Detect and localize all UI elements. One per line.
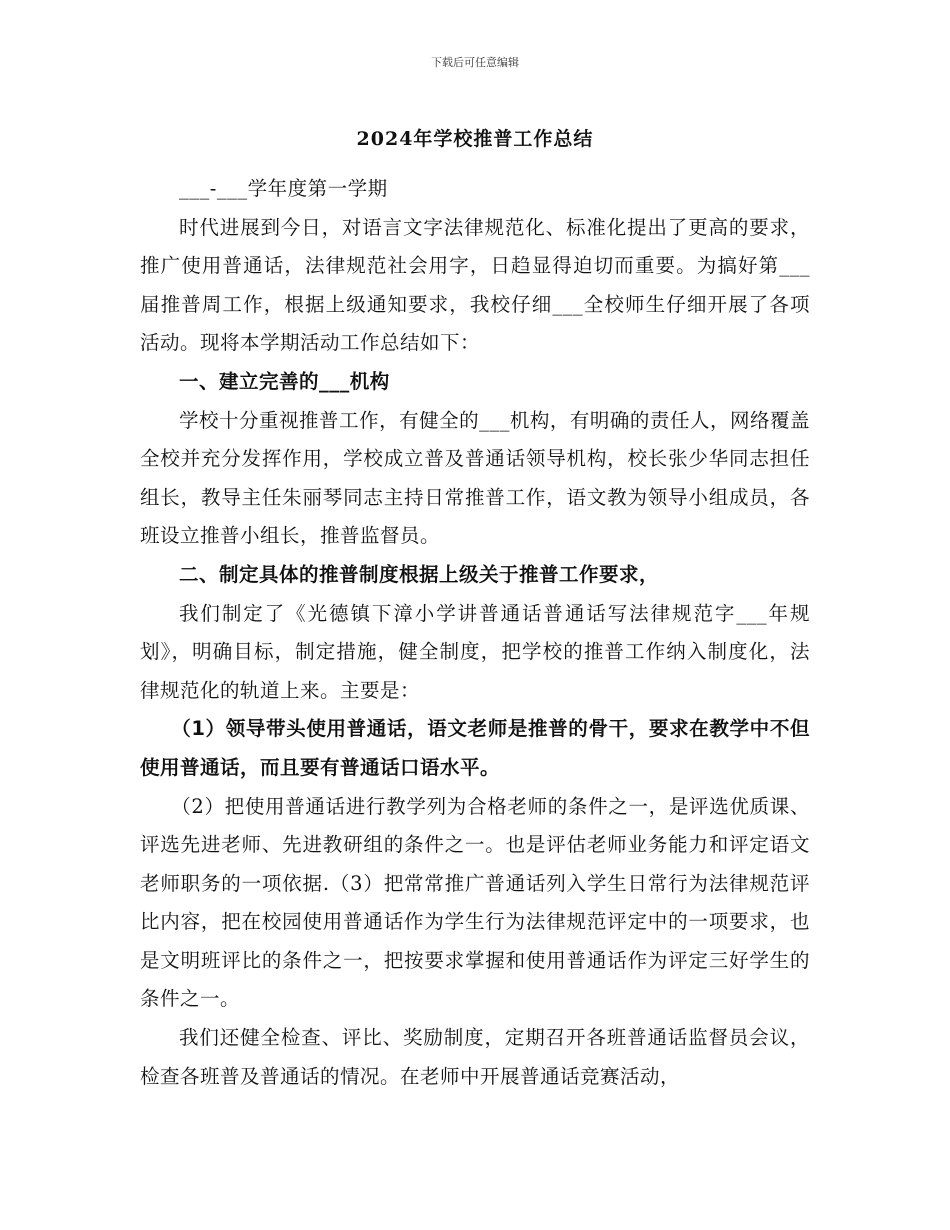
- paragraph-plan: 我们制定了《光德镇下漳小学讲普通话普通话写法律规范字___年规划》，明确目标，制定措施，健全制度，把学校的推普工作纳入制度化，法律规范化的轨道上来。主要是：: [140, 601, 810, 702]
- page-header-note: 下载后可任意编辑: [431, 56, 519, 69]
- document-body: [140, 170, 810, 1096]
- section-heading-1: 一、建立完善的___机构: [179, 369, 390, 393]
- paragraph-intro: 时代进展到今日，对语言文字法律规范化、标准化提出了更高的要求，推广使用普通话，法律规范社会用字，日趋显得迫切而重要。为搞好第___届推普周工作，根据上级通知要求，我校仔细___全校师生仔细开展了各项活动。现将本学期活动工作总结如下：: [140, 215, 810, 355]
- section-heading-2: 二、制定具体的推普制度根据上级关于推普工作要求，: [179, 562, 660, 586]
- list-item-1: （1）领导带头使用普通话，语文老师是推普的骨干，要求在教学中不但使用普通话，而且要有普通话口语水平。: [140, 717, 810, 779]
- list-item-2: （2）把使用普通话进行教学列为合格老师的条件之一，是评选优质课、评选先进老师、先进教研组的条件之一。也是评估老师业务能力和评定语文老师职务的一项依据.（3）把常常推广普通话列入学生日常行为法律规范评比内容，把在校园使用普通话作为学生行为法律规范评定中的一项要求，也是文明班评比的条件之一，把按要求掌握和使用普通话作为评定三好学生的条件之一。: [140, 794, 810, 1011]
- document-title: 2024年学校推普工作总结: [356, 128, 594, 150]
- paragraph-semester: ___-___学年度第一学期: [179, 177, 388, 200]
- paragraph-organization: 学校十分重视推普工作，有健全的___机构，有明确的责任人，网络覆盖全校并充分发挥作用，学校成立普及普通话领导机构，校长张少华同志担任组长，教导主任朱丽琴同志主持日常推普工作，语文教为领导小组成员，各班设立推普小组长，推普监督员。: [140, 408, 810, 548]
- paragraph-inspection: 我们还健全检查、评比、奖励制度，定期召开各班普通话监督员会议，检查各班普及普通话的情况。在老师中开展普通话竞赛活动，: [140, 1026, 810, 1088]
